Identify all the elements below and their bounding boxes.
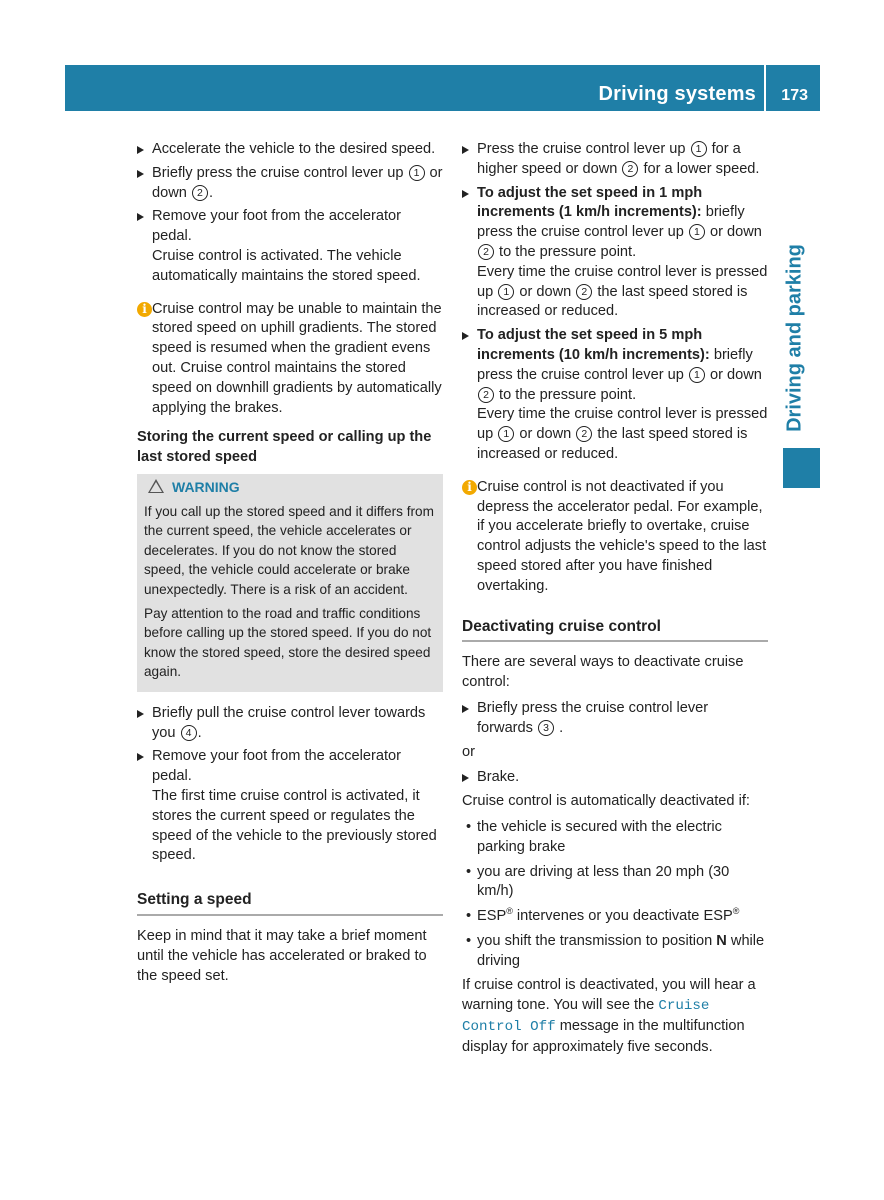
step-arrow-icon [137, 146, 144, 154]
warning-paragraph: Pay attention to the road and traffic conditions before calling up the stored speed. If you do not know the stored speed, store the desired speed again. [144, 605, 432, 680]
step-arrow-icon [462, 705, 469, 713]
number-1-icon: 1 [689, 224, 705, 240]
list-item: • you shift the transmission to position N while driving [462, 932, 768, 972]
info-icon: i [137, 302, 152, 317]
step-remove-foot-2 [137, 747, 443, 866]
final-paragraph: If cruise control is deactivated, you will hear a warning tone. You will see the Cruise Control Off message in the multifunction display for approximately five seconds. [462, 977, 756, 1055]
header-divider [764, 65, 766, 111]
number-2-icon: 2 [478, 387, 494, 403]
step-text: Brake. [477, 769, 520, 786]
list-item: • the vehicle is secured with the electric parking brake [462, 818, 768, 858]
step-arrow-icon [462, 332, 469, 340]
step-text: Press the cruise control lever up [477, 141, 690, 157]
step-text: To adjust the set speed in 1 mph increments (1 km/h increments): briefly press the cruise control lever up 1 or down 2 to the pressure point. [477, 184, 762, 260]
step-arrow-icon [462, 774, 469, 782]
step-bold-label: To adjust the set speed in 5 mph increments (10 km/h increments): [477, 327, 710, 363]
step-pull-lever [137, 704, 443, 744]
step-arrow-icon [462, 190, 469, 198]
step-text: for a higher speed or down [477, 141, 741, 177]
step-result: Every time the cruise control lever is pressed up 1 or down 2 the last speed stored is increased or reduced. [477, 406, 768, 462]
step-arrow-icon [137, 213, 144, 221]
step-text: Briefly press the cruise control lever up [152, 164, 408, 181]
step-text: for a lower speed. [639, 160, 760, 177]
warning-paragraph: If you call up the stored speed and it differs from the current speed, the vehicle accelerates or decelerates. If you do not know the stored speed, the vehicle could accelerate or brake unexpectedly. There is a risk of an accident. [144, 503, 434, 597]
step-result: Every time the cruise control lever is pressed up 1 or down 2 the last speed stored is increased or reduced. [477, 263, 768, 320]
step-arrow-icon [137, 710, 144, 718]
step-press-lever [137, 164, 443, 204]
deactivate-intro: There are several ways to deactivate cruise control: [462, 654, 744, 691]
warning-box [137, 474, 443, 692]
number-2-icon: 2 [576, 426, 592, 442]
step-arrow-icon [462, 146, 469, 154]
side-tab-marker [783, 448, 820, 488]
number-2-icon: 2 [478, 244, 494, 260]
number-4-icon: 4 [181, 725, 197, 741]
number-1-icon: 1 [689, 367, 705, 383]
number-1-icon: 1 [498, 284, 514, 300]
warning-triangle-icon [148, 479, 164, 493]
left-column [137, 140, 443, 992]
step-adjust-1mph [462, 184, 768, 323]
number-1-icon: 1 [498, 426, 514, 442]
step-text: To adjust the set speed in 5 mph increments (10 km/h increments): briefly press the cruise control lever up 1 or down 2 to the pressure point. [477, 327, 762, 403]
step-adjust-5mph [462, 326, 768, 465]
or-text: or [462, 743, 475, 760]
subheading-storing: Storing the current speed or calling up the last stored speed [137, 429, 432, 466]
side-tab-label: Driving and parking [783, 244, 806, 432]
warning-label: WARNING [172, 478, 240, 495]
step-arrow-icon [137, 753, 144, 761]
step-press-forwards [462, 699, 768, 739]
number-2-icon: 2 [192, 185, 208, 201]
section-heading-setting: Setting a speed [137, 890, 443, 916]
side-tab [770, 238, 820, 438]
step-text: Remove your foot from the accelerator pedal. [152, 208, 402, 245]
auto-deactivate-intro: Cruise control is automatically deactivated if: [462, 793, 750, 810]
number-2-icon: 2 [622, 161, 638, 177]
step-text: or down [152, 164, 443, 201]
right-column [462, 140, 768, 1064]
step-text: Briefly pull the cruise control lever towards you [152, 704, 426, 741]
list-item: • you are driving at less than 20 mph (30 km/h) [462, 863, 768, 903]
step-remove-foot [137, 207, 443, 286]
info-text: Cruise control is not deactivated if you depress the accelerator pedal. For example, if you accelerate briefly to overtake, cruise control adjusts the vehicle's speed to the last speed stored after you have finished overtaking. [477, 478, 767, 594]
number-3-icon: 3 [538, 720, 554, 736]
list-item: • ESP® intervenes or you deactivate ESP® [462, 907, 768, 927]
step-text: Remove your foot from the accelerator pedal. [152, 748, 402, 785]
setting-paragraph: Keep in mind that it may take a brief moment until the vehicle has accelerated or braked to the speed set. [137, 928, 427, 984]
step-arrow-icon [137, 170, 144, 178]
step-bold-label: To adjust the set speed in 1 mph increments (1 km/h increments): [477, 184, 703, 221]
number-2-icon: 2 [576, 284, 592, 300]
section-title: Driving systems [598, 83, 756, 105]
step-text: Accelerate the vehicle to the desired speed. [152, 141, 436, 157]
display-message: Cruise Control Off [462, 998, 710, 1036]
section-heading-deactivating: Deactivating cruise control [462, 617, 768, 643]
info-icon: i [462, 480, 477, 495]
number-1-icon: 1 [691, 141, 707, 157]
page-header [65, 65, 820, 111]
warning-header [148, 478, 436, 498]
info-text: Cruise control may be unable to maintain the stored speed on uphill gradients. The stored speed is resumed when the gradient evens out. Cruise control maintains the stored speed on downhill gradients by automatically applying the brakes. [152, 300, 442, 416]
info-note [137, 300, 443, 419]
step-brake [462, 768, 768, 788]
step-result: Cruise control is activated. The vehicle automatically maintains the stored speed. [152, 247, 421, 284]
step-text: . [555, 719, 564, 736]
number-1-icon: 1 [409, 165, 425, 181]
info-note [462, 478, 768, 597]
step-text: . [208, 184, 214, 201]
step-text: . [197, 724, 202, 741]
step-accelerate [137, 140, 443, 160]
page-number: 173 [781, 87, 808, 104]
step-text: Briefly press the cruise control lever forwards [477, 699, 709, 736]
step-result: The first time cruise control is activated, it stores the current speed or regulates the speed of the vehicle to the previously stored speed. [152, 788, 437, 864]
step-press-up-down [462, 140, 768, 180]
